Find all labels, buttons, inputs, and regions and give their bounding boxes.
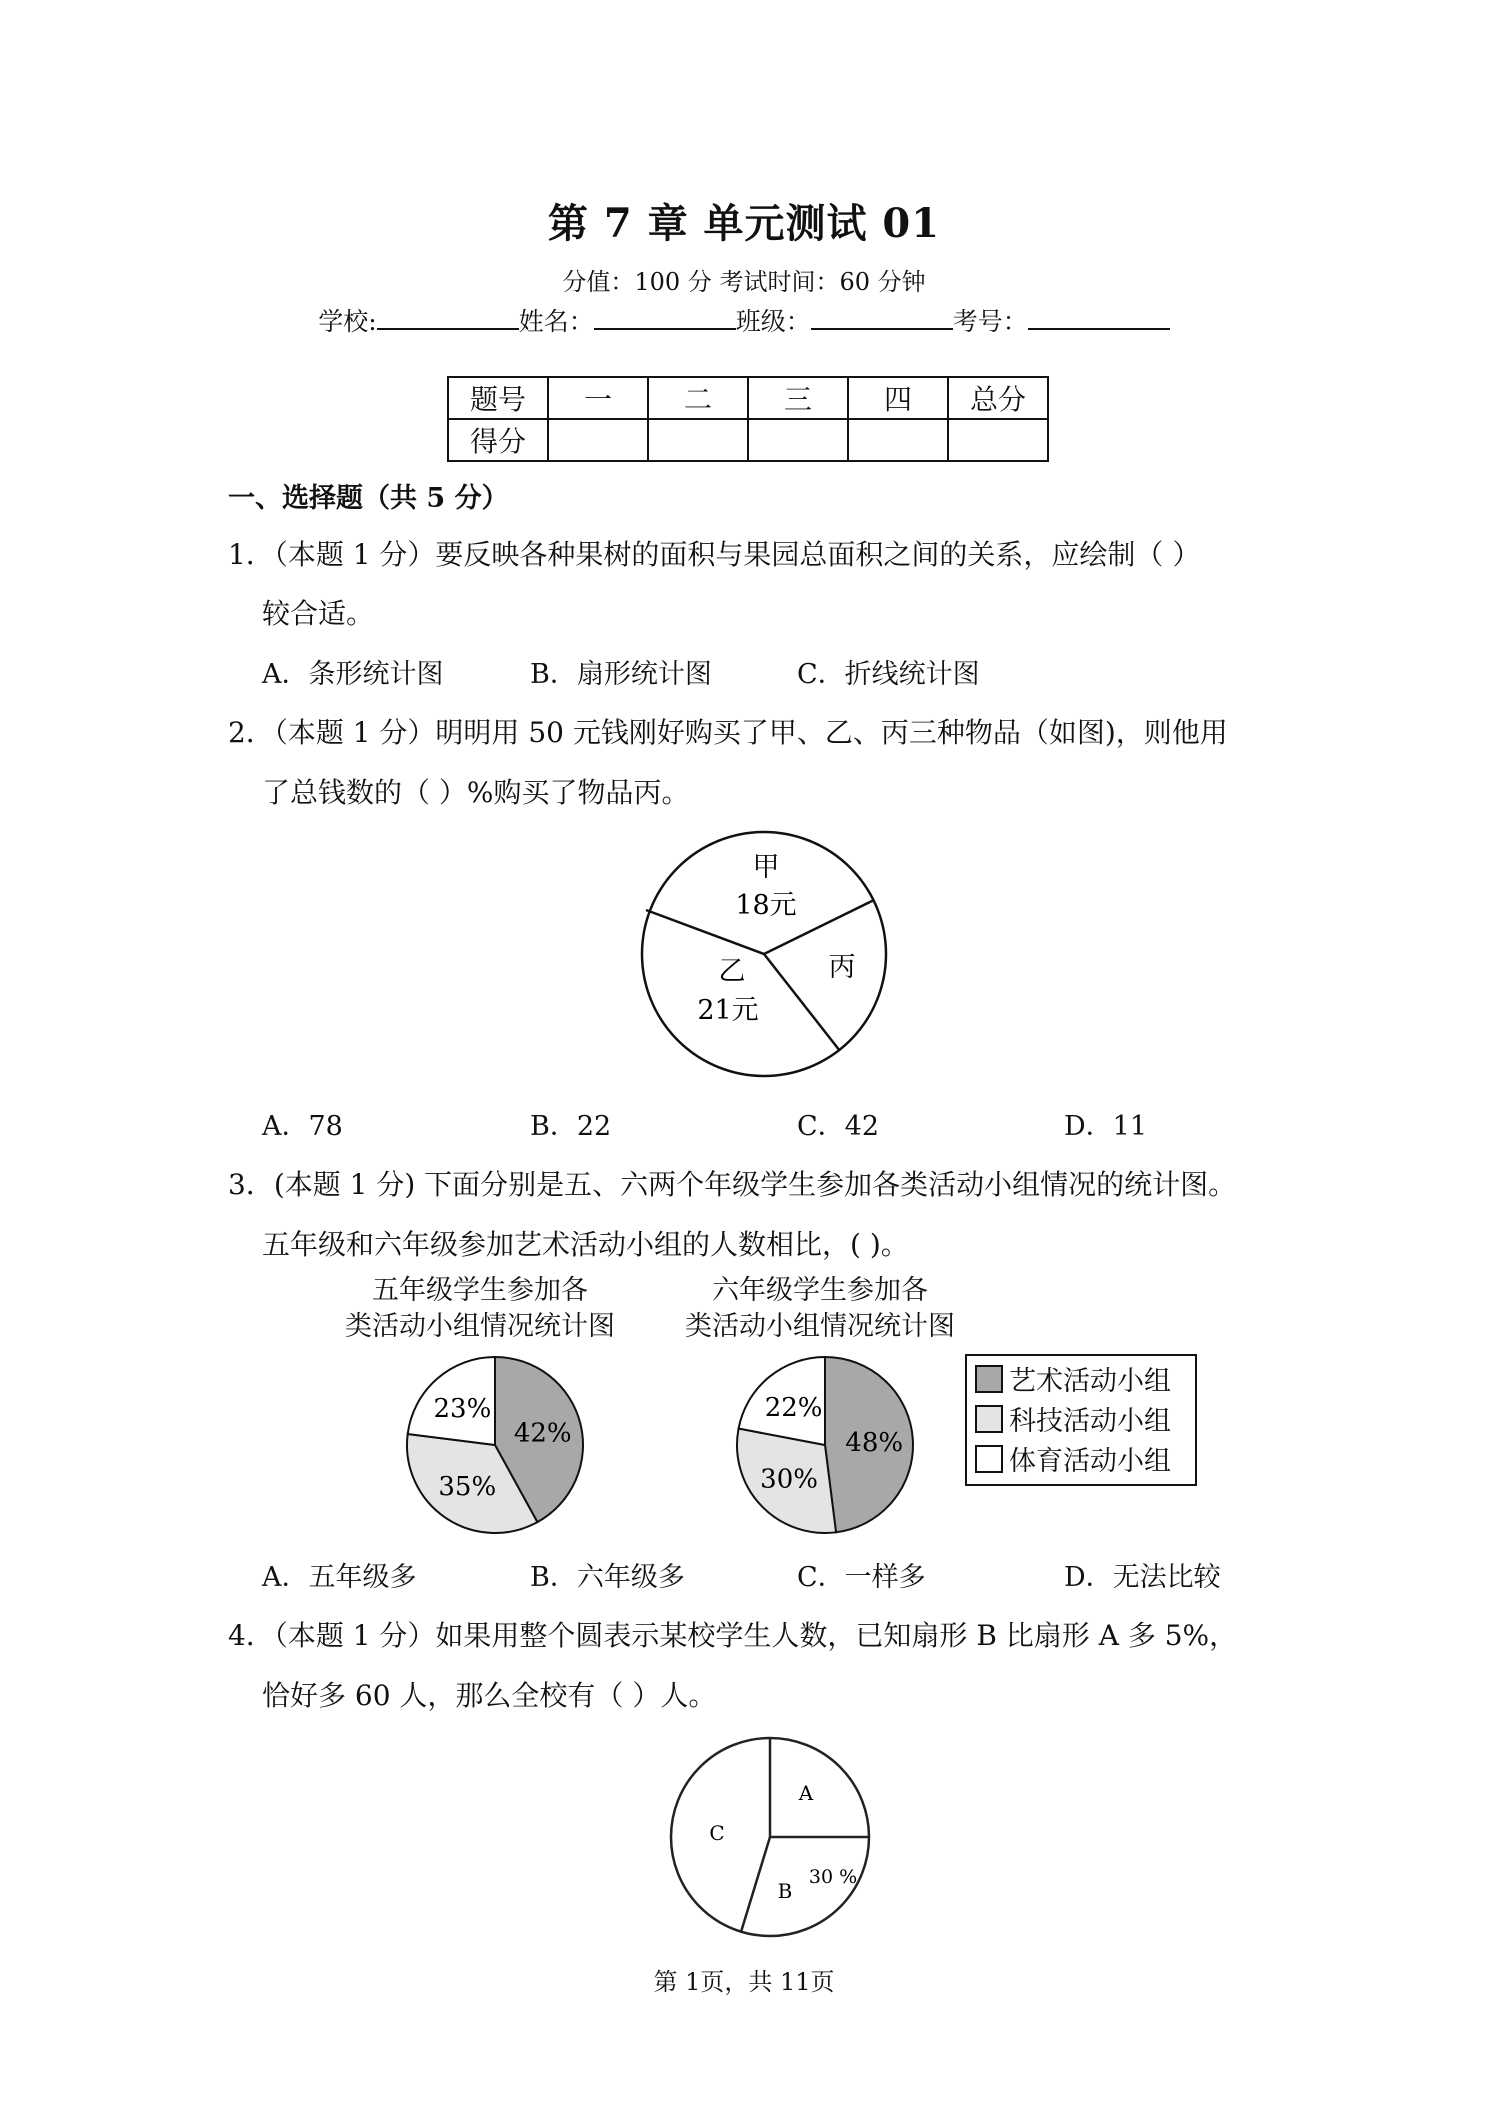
- score-table-input-cell[interactable]: [548, 419, 648, 461]
- exam-number-blank[interactable]: [1028, 306, 1170, 330]
- legend-swatch-sports: [975, 1445, 1003, 1473]
- q2-option-a[interactable]: A．78: [262, 1111, 343, 1142]
- class-label: 班级：: [735, 307, 811, 336]
- score-table-input-cell[interactable]: [948, 419, 1048, 461]
- section-title: 一、选择题（共 5 分）: [228, 483, 509, 514]
- q3-option-d[interactable]: D．无法比较: [1064, 1562, 1221, 1593]
- q2-value-yi: 21元: [697, 995, 759, 1026]
- student-info-line: [0, 302, 1488, 338]
- q2-option-b[interactable]: B．22: [530, 1111, 612, 1142]
- name-label: 姓名：: [518, 307, 594, 336]
- score-table: [447, 376, 1049, 462]
- grade6-slice-label-art: 48%: [845, 1427, 904, 1458]
- grade5-slice-label-tech: 35%: [438, 1471, 497, 1502]
- legend-item-sports: [975, 1442, 1195, 1482]
- q3-option-b[interactable]: B．六年级多: [530, 1562, 685, 1593]
- score-table-cell: 得分: [448, 419, 548, 461]
- school-label: 学校:: [318, 307, 377, 336]
- school-blank[interactable]: [377, 306, 519, 330]
- legend-label-tech: 科技活动小组: [1009, 1406, 1171, 1437]
- grade5-chart-title-line1: 五年级学生参加各: [372, 1275, 588, 1306]
- score-table-cell: 题号: [448, 377, 548, 419]
- q4-line2: 恰好多 60 人，那么全校有（ ）人。: [262, 1679, 717, 1712]
- q2-option-c[interactable]: C．42: [797, 1111, 880, 1142]
- legend-item-tech: [975, 1402, 1195, 1442]
- grade6-chart-title-line1: 六年级学生参加各: [712, 1275, 928, 1306]
- score-table-cell: 总分: [948, 377, 1048, 419]
- q1-line1: 1．（本题 1 分）要反映各种果树的面积与果园总面积之间的关系，应绘制（ ）: [228, 538, 1201, 571]
- score-table-cell: 四: [848, 377, 948, 419]
- q3-line2: 五年级和六年级参加艺术活动小组的人数相比，( )。: [262, 1228, 909, 1261]
- grade6-slice-label-tech: 30%: [760, 1464, 818, 1495]
- grade6-pie-chart: [730, 1350, 920, 1540]
- grade5-slice-label-art: 42%: [513, 1418, 572, 1449]
- legend-swatch-art: [975, 1365, 1003, 1393]
- name-blank[interactable]: [594, 306, 736, 330]
- score-table-header-row: [448, 377, 1048, 419]
- grade6-chart-title: [655, 1273, 985, 1345]
- grade5-pie-chart: [400, 1350, 590, 1540]
- exam-subtitle: 分值：100 分 考试时间：60 分钟: [562, 268, 926, 296]
- legend-label-sports: 体育活动小组: [1009, 1446, 1171, 1477]
- q2-line1: 2．（本题 1 分）明明用 50 元钱刚好购买了甲、乙、丙三种物品（如图)，则他用: [228, 716, 1228, 749]
- q1-option-c[interactable]: C．折线统计图: [797, 659, 980, 690]
- q1-line2: 较合适。: [262, 597, 375, 630]
- legend-swatch-tech: [975, 1405, 1003, 1433]
- q3-line1: 3．(本题 1 分) 下面分别是五、六两个年级学生参加各类活动小组情况的统计图。: [228, 1168, 1237, 1201]
- q4-label-a: A: [798, 1781, 814, 1805]
- score-table-cell: 一: [548, 377, 648, 419]
- q4-label-b-percent: 30 %: [808, 1866, 858, 1888]
- pie-legend: [965, 1354, 1197, 1486]
- grade5-slice-label-sports: 23%: [433, 1394, 492, 1425]
- q1-option-a[interactable]: A．条形统计图: [262, 659, 444, 690]
- q2-label-bing: 丙: [828, 952, 856, 983]
- grade5-chart-title: [315, 1273, 645, 1345]
- exam-number-label: 考号：: [952, 307, 1028, 336]
- score-table-input-cell[interactable]: [748, 419, 848, 461]
- q3-option-a[interactable]: A．五年级多: [262, 1562, 417, 1593]
- q1-option-b[interactable]: B．扇形统计图: [530, 659, 712, 690]
- q4-label-c: C: [709, 1821, 725, 1845]
- q2-label-yi: 乙: [718, 956, 746, 987]
- score-table-cell: 二: [648, 377, 748, 419]
- score-table-cell: 三: [748, 377, 848, 419]
- legend-item-art: [975, 1362, 1195, 1402]
- q3-option-c[interactable]: C．一样多: [797, 1562, 926, 1593]
- q2-line2: 了总钱数的（ ）%购买了物品丙。: [262, 776, 690, 809]
- grade6-slice-label-sports: 22%: [764, 1393, 823, 1424]
- grade5-chart-title-line2: 类活动小组情况统计图: [345, 1311, 615, 1342]
- q4-line1: 4．（本题 1 分）如果用整个圆表示某校学生人数，已知扇形 B 比扇形 A 多 5%，: [228, 1619, 1238, 1652]
- score-table-score-row: [448, 419, 1048, 461]
- q4-label-b: B: [777, 1879, 793, 1903]
- class-blank[interactable]: [811, 306, 953, 330]
- page-title: 第 7 章 单元测试 01: [547, 200, 941, 247]
- q2-option-d[interactable]: D．11: [1064, 1111, 1148, 1142]
- q2-pie-chart: [636, 826, 892, 1082]
- page-footer: 第 1页，共 11页: [653, 1968, 835, 1996]
- legend-label-art: 艺术活动小组: [1009, 1366, 1171, 1397]
- q2-value-jia: 18元: [735, 890, 797, 921]
- q2-label-jia: 甲: [752, 852, 780, 883]
- score-table-input-cell[interactable]: [648, 419, 748, 461]
- grade6-chart-title-line2: 类活动小组情况统计图: [685, 1311, 955, 1342]
- q4-pie-chart: [665, 1732, 875, 1942]
- score-table-input-cell[interactable]: [848, 419, 948, 461]
